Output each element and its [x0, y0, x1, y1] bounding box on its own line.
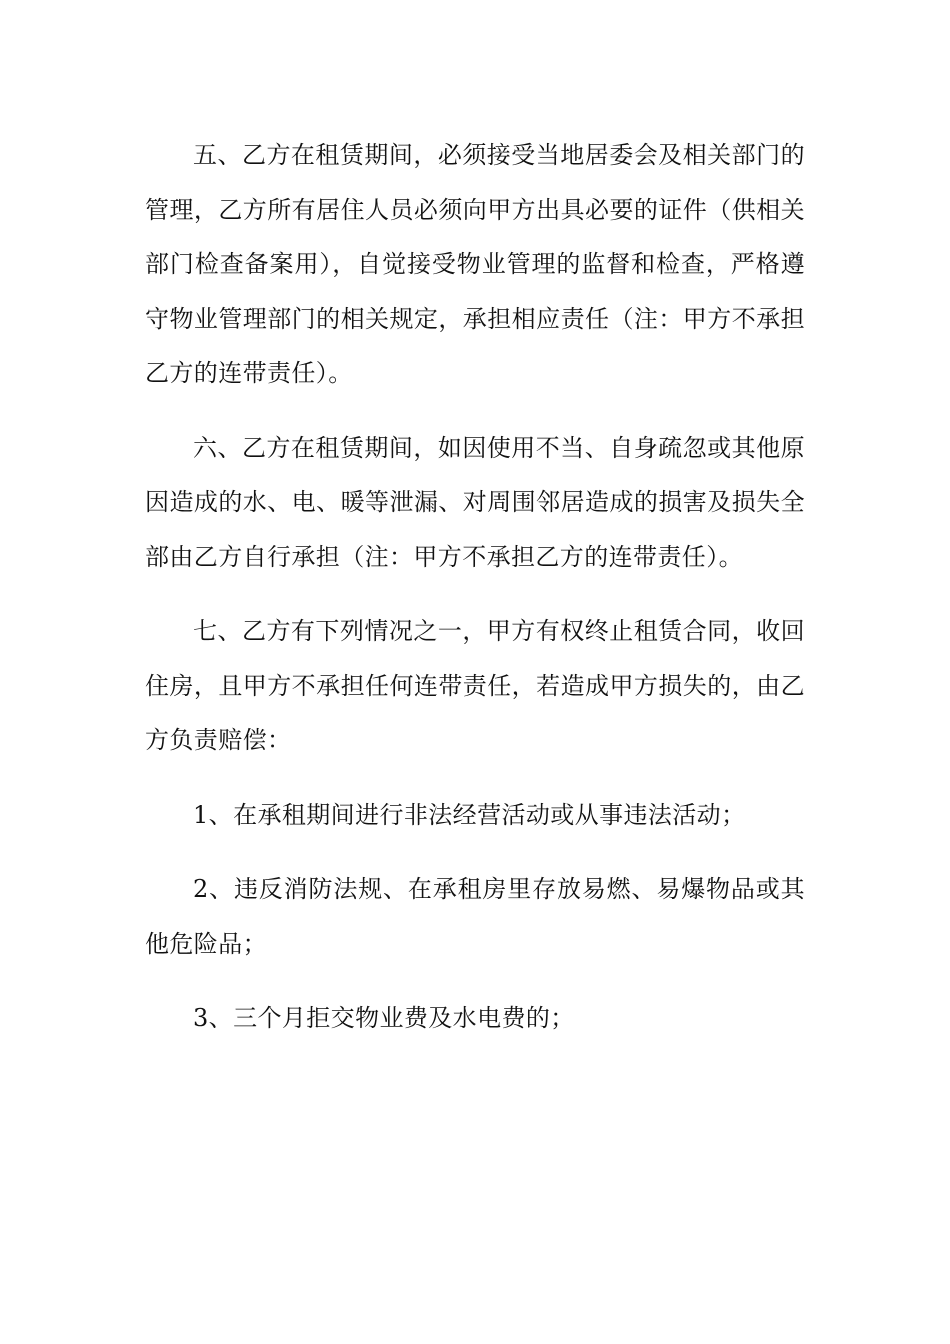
clause-7-item-1: 1、在承租期间进行非法经营活动或从事违法活动； — [193, 800, 746, 829]
clause-5-paragraph: 五、乙方在租赁期间，必须接受当地居委会及相关部门的管理，乙方所有居住人员必须向甲方出具必要的证件（供相关部门检查备案用），自觉接受物业管理的监督和检查，严格遵守物业管理部门的相关规定，承担相应责任（注：甲方不承担乙方的连带责任）。 — [145, 141, 805, 387]
clause-7-paragraph: 七、乙方有下列情况之一，甲方有权终止租赁合同，收回住房，且甲方不承担任何连带责任，若造成甲方损失的，由乙方负责赔偿： — [145, 617, 805, 754]
clause-7-item-2: 2、违反消防法规、在承租房里存放易燃、易爆物品或其他危险品； — [145, 875, 805, 958]
clause-6-paragraph: 六、乙方在租赁期间，如因使用不当、自身疏忽或其他原因造成的水、电、暖等泄漏、对周围邻居造成的损害及损失全部由乙方自行承担（注：甲方不承担乙方的连带责任）。 — [145, 433, 805, 571]
document-body — [145, 128, 805, 1066]
clause-7-item-3: 3、三个月拒交物业费及水电费的； — [193, 1004, 575, 1032]
